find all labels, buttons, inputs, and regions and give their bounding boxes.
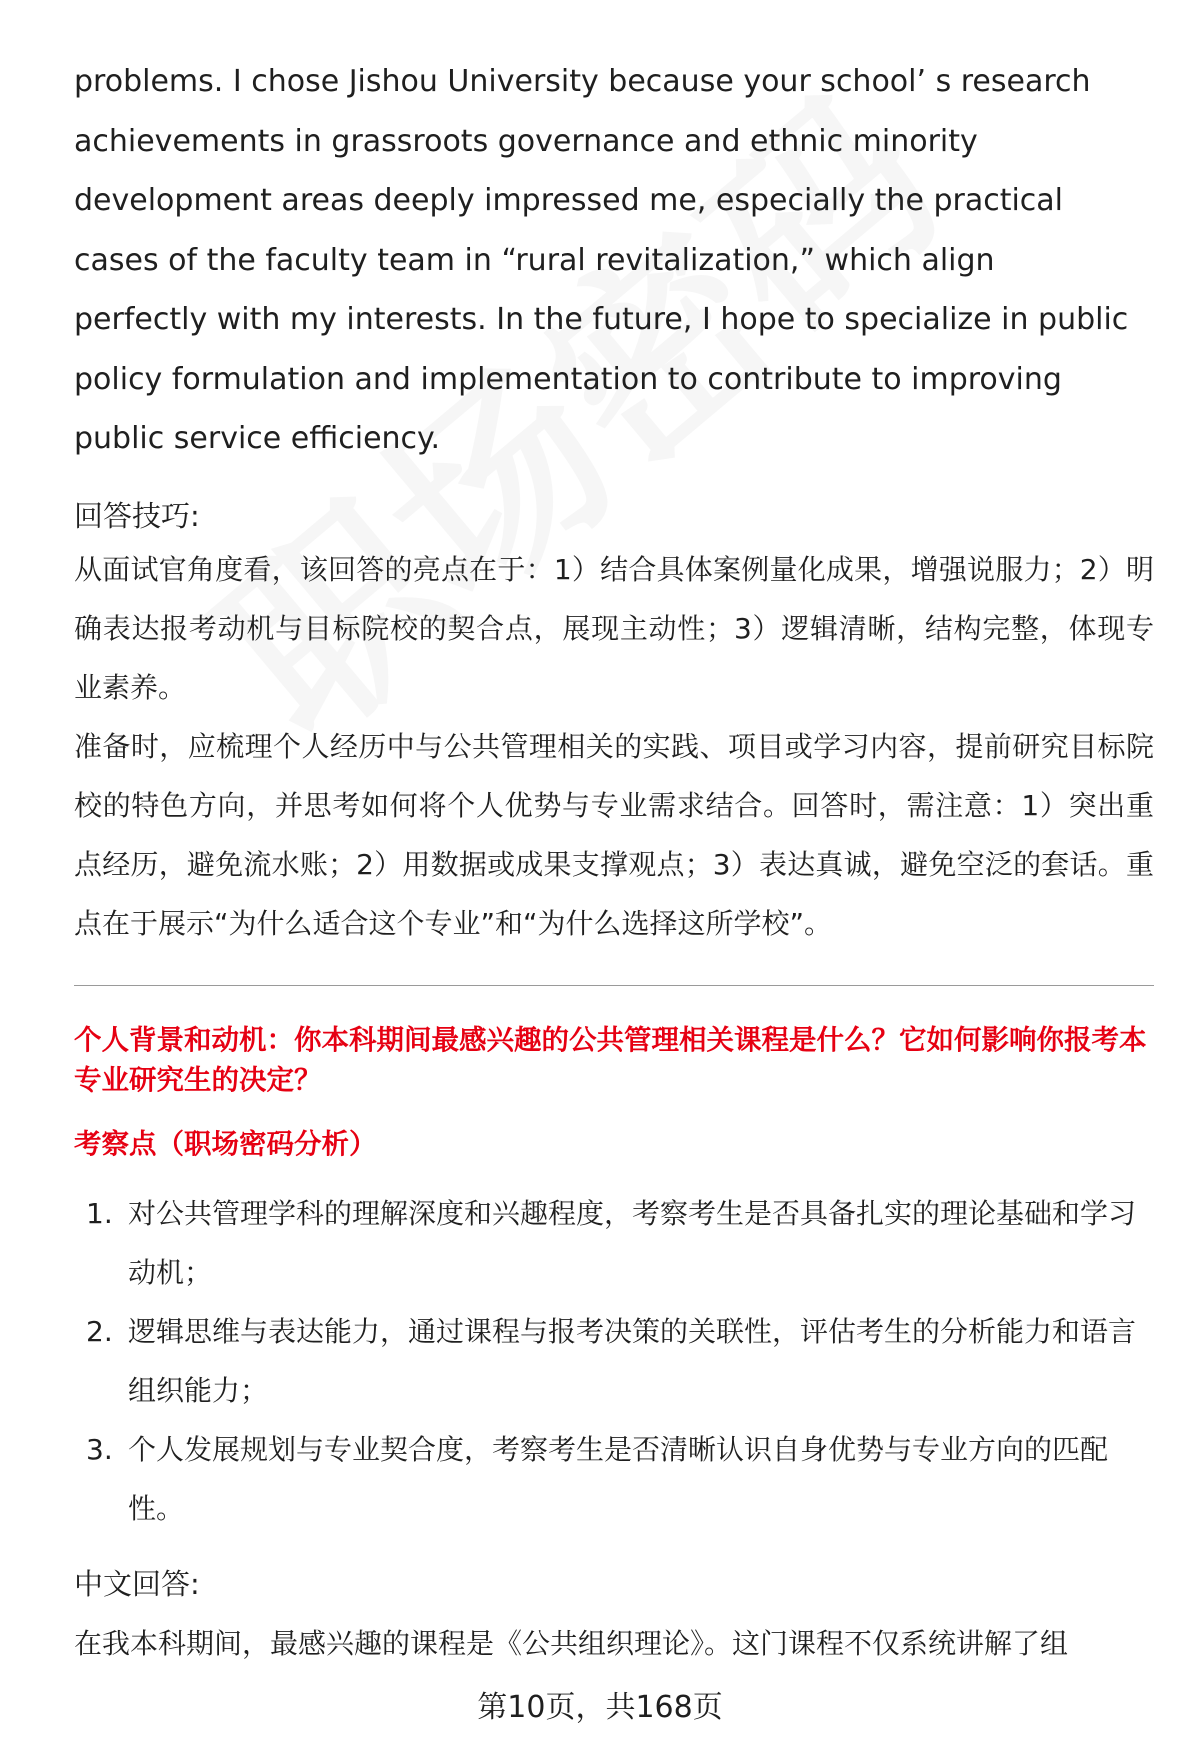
chinese-answer-paragraph: 在我本科期间，最感兴趣的课程是《公共组织理论》。这门课程不仅系统讲解了组 [74,1626,1069,1660]
list-item-number: 3. [86,1432,113,1466]
exam-points-list [74,1184,1154,1538]
english-answer-paragraph: problems. I chose Jishou University because your school’ s research achievements in grassroots governance and ethnic minority development areas deeply impressed me, especially the practical cases of the faculty team in “rural revitalization,” which align perfectly with my interests. In the future, I hope to specialize in public policy formulation and implementation to contribute to improving public service efficiency. [74,64,1129,456]
list-item-text: 逻辑思维与表达能力，通过课程与报考决策的关联性，评估考生的分析能力和语言组织能力； [128,1314,1137,1407]
answer-tips-label: 回答技巧: [74,498,200,533]
document-page [74,52,1154,1673]
list-item-number: 2. [86,1314,113,1348]
list-item [74,1302,1154,1420]
chinese-answer-label: 中文回答: [74,1566,200,1601]
exam-points-heading: 考察点（职场密码分析） [74,1127,377,1160]
answer-tips-paragraph-2: 准备时，应梳理个人经历中与公共管理相关的实践、项目或学习内容，提前研究目标院校的特色方向，并思考如何将个人优势与专业需求结合。回答时，需注意：1）突出重点经历，避免流水账；2）用数据或成果支撑观点；3）表达真诚，避免空泛的套话。重点在于展示“为什么适合这个专业”和“为什么选择这所学校”。 [74,729,1154,940]
list-item-text: 个人发展规划与专业契合度，考察考生是否清晰认识自身优势与专业方向的匹配性。 [128,1432,1109,1525]
list-item [74,1420,1154,1538]
list-item [74,1184,1154,1302]
question-heading: 个人背景和动机：你本科期间最感兴趣的公共管理相关课程是什么？它如何影响你报考本专业研究生的决定？ [74,1023,1147,1096]
answer-tips-paragraph-1: 从面试官角度看，该回答的亮点在于：1）结合具体案例量化成果，增强说服力；2）明确表达报考动机与目标院校的契合点，展现主动性；3）逻辑清晰，结构完整，体现专业素养。 [74,552,1154,704]
page-number-footer: 第10页，共168页 [477,1690,723,1725]
list-item-number: 1. [86,1196,113,1230]
list-item-text: 对公共管理学科的理解深度和兴趣程度，考察考生是否具备扎实的理论基础和学习动机； [128,1196,1137,1289]
